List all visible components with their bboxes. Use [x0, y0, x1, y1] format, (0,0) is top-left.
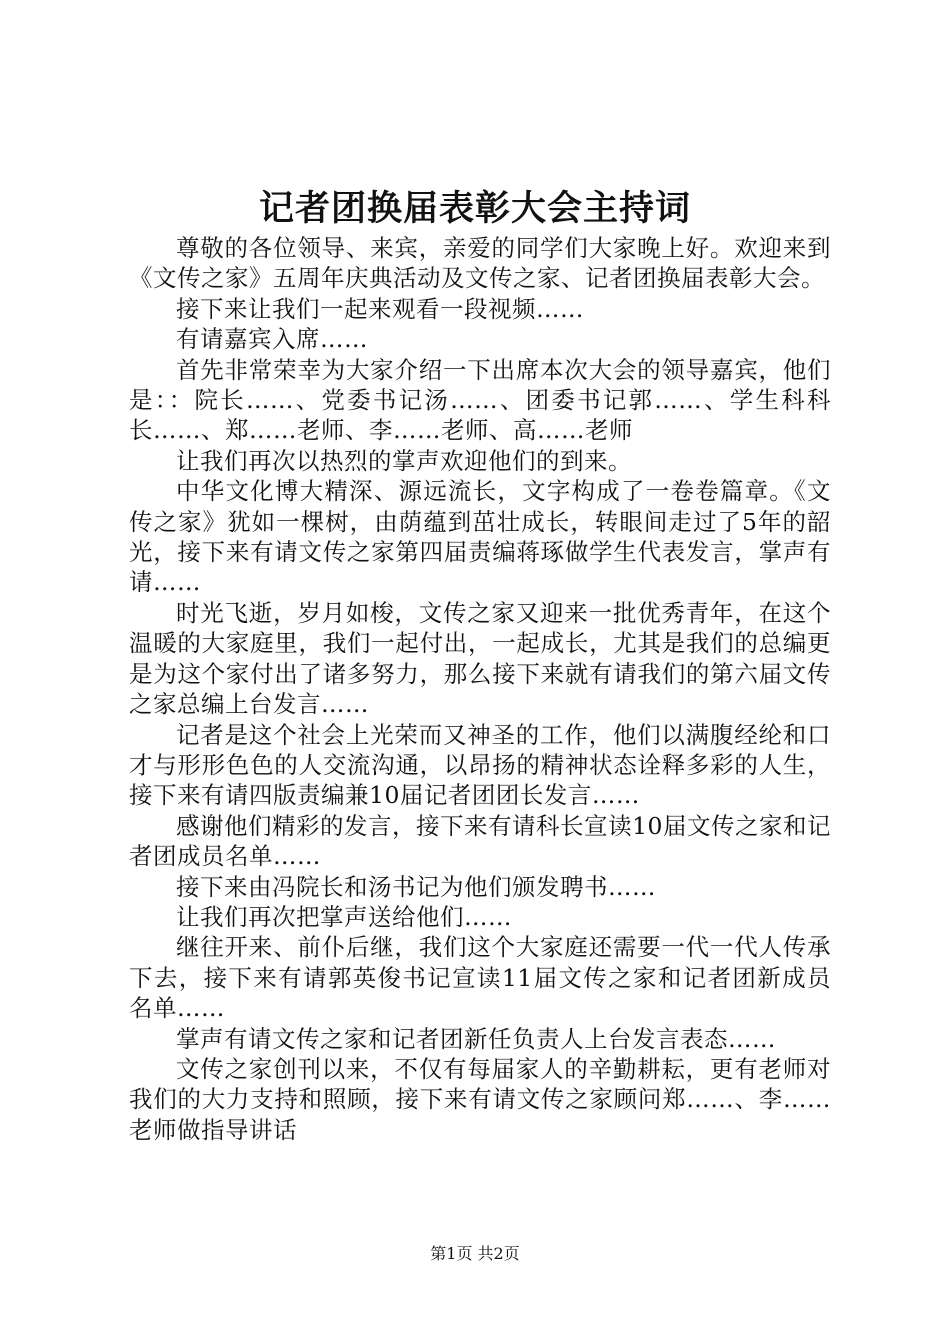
- paragraph: 有请嘉宾入席……: [176, 325, 368, 354]
- paragraph: 文传之家创刊以来，不仅有每届家人的辛勤耕耘，更有老师对我们的大力支持和照顾，接下来有请文传之家顾问郑……、李……老师做指导讲话: [129, 1054, 831, 1144]
- paragraph: 时光飞逝，岁月如梭，文传之家又迎来一批优秀青年，在这个温暖的大家庭里，我们一起付出，一起成长，尤其是我们的总编更是为这个家付出了诸多努力，那么接下来就有请我们的第六届文传之家总编上台发言……: [129, 598, 831, 719]
- document-body: [129, 233, 831, 1145]
- paragraph: 继往开来、前仆后继，我们这个大家庭还需要一代一代人传承下去，接下来有请郭英俊书记宣读11届文传之家和记者团新成员名单……: [129, 933, 831, 1023]
- paragraph: 中华文化博大精深、源远流长，文字构成了一卷卷篇章。《文传之家》犹如一棵树，由荫蕴到茁壮成长，转眼间走过了5年的韶光，接下来有请文传之家第四届责编蒋琢做学生代表发言，掌声有请……: [129, 477, 831, 597]
- paragraph: 首先非常荣幸为大家介绍一下出席本次大会的领导嘉宾，他们是：：院长……、党委书记汤……、团委书记郭……、学生科科长……、郑……老师、李……老师、高……老师: [129, 355, 831, 445]
- paragraph: 掌声有请文传之家和记者团新任负责人上台发言表态……: [176, 1024, 776, 1053]
- paragraph: 让我们再次以热烈的掌声欢迎他们的到来。: [176, 446, 632, 475]
- paragraph: 记者是这个社会上光荣而又神圣的工作，他们以满腹经纶和口才与形形色色的人交流沟通，以昂扬的精神状态诠释多彩的人生，接下来有请四版责编兼10届记者团团长发言……: [129, 720, 831, 810]
- paragraph: 让我们再次把掌声送给他们……: [176, 902, 512, 931]
- paragraph: 接下来让我们一起来观看一段视频……: [176, 294, 584, 323]
- paragraph: 感谢他们精彩的发言，接下来有请科长宣读10届文传之家和记者团成员名单……: [129, 811, 831, 871]
- document-title: 记者团换届表彰大会主持词: [258, 188, 691, 229]
- paragraph: 尊敬的各位领导、来宾，亲爱的同学们大家晚上好。欢迎来到《文传之家》五周年庆典活动及文传之家、记者团换届表彰大会。: [129, 234, 831, 293]
- page-footer: 第1页 共2页: [430, 1244, 520, 1263]
- paragraph: 接下来由冯院长和汤书记为他们颁发聘书……: [176, 872, 656, 901]
